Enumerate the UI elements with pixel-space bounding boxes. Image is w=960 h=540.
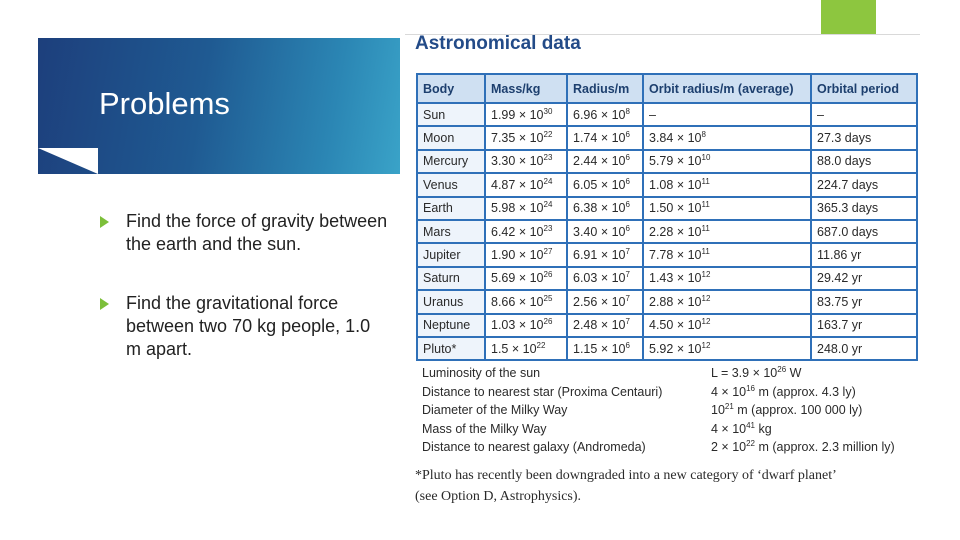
header-mass: Mass/kg xyxy=(486,75,566,102)
cell-mass-exponent: 24 xyxy=(543,200,553,210)
cell-radius: $2.56 \times 10^7$ xyxy=(573,293,630,309)
cell-radius-container xyxy=(568,151,642,172)
cell-orbit-radius-container xyxy=(644,315,810,336)
constant-value-base: L = 3.9 × 10 xyxy=(711,366,778,380)
table-row xyxy=(418,198,916,219)
cell-mass-exponent: 27 xyxy=(543,247,553,257)
cell-radius-mantissa: 2.44 xyxy=(573,154,598,169)
table-row xyxy=(418,221,916,242)
table-row xyxy=(418,104,916,125)
cell-orbit-radius-container xyxy=(644,127,810,148)
constant-row xyxy=(422,383,912,402)
cell-mass: $1.03 \times 10^{26}$ xyxy=(491,317,553,333)
cell-mass: $7.35 \times 10^{22}$ xyxy=(491,130,553,146)
constant-value-exponent: 26 xyxy=(777,365,787,374)
header-orbit-radius: Orbit radius/m (average) xyxy=(644,75,810,102)
cell-orbit-radius-mantissa: 4.50 xyxy=(649,318,674,333)
cell-radius: $6.05 \times 10^6$ xyxy=(573,176,630,192)
cell-orbit-radius: $1.50 \times 10^{11}$ xyxy=(649,200,710,216)
bullet-text: Find the force of gravity between the earth and the sun. xyxy=(126,211,388,254)
cell-radius-container xyxy=(568,198,642,219)
cell-mass-exponent: 23 xyxy=(543,153,553,163)
cell-radius-mantissa: 2.48 xyxy=(573,318,598,333)
table-row xyxy=(418,127,916,148)
table-row xyxy=(418,151,916,172)
footnote: *Pluto has recently been downgraded into a new category of ‘dwarf planet’ (see Option D, Astrophysics). xyxy=(415,468,836,504)
cell-mass-mantissa: 3.30 xyxy=(491,154,516,169)
cell-radius-container xyxy=(568,174,642,195)
cell-orbit-radius: $2.88 \times 10^{12}$ xyxy=(649,293,711,309)
cell-radius: $3.40 \times 10^6$ xyxy=(573,223,630,239)
constant-row xyxy=(422,401,912,420)
cell-radius-container xyxy=(568,338,642,359)
cell-mass-mantissa: 1.99 xyxy=(491,107,516,122)
cell-mass-exponent: 30 xyxy=(543,106,553,116)
cell-mass-mantissa: 4.87 xyxy=(491,177,516,192)
constant-row xyxy=(422,364,912,383)
cell-mass-mantissa: 5.98 xyxy=(491,201,516,216)
table-row xyxy=(418,338,916,359)
cell-mass: $4.87 \times 10^{24}$ xyxy=(491,176,553,192)
cell-mass-container xyxy=(486,315,566,336)
astronomical-data-table xyxy=(416,73,918,361)
cell-mass-mantissa: 7.35 xyxy=(491,131,516,146)
cell-orbit-radius-exponent: 8 xyxy=(701,130,706,140)
cell-radius-exponent: 6 xyxy=(625,153,630,163)
cell-orbital-period: 687.0 days xyxy=(812,221,916,242)
cell-radius: $6.03 \times 10^7$ xyxy=(573,270,630,286)
cell-mass: $5.98 \times 10^{24}$ xyxy=(491,200,553,216)
cell-mass-container xyxy=(486,198,566,219)
cell-radius-exponent: 6 xyxy=(625,176,630,186)
cell-radius: $6.38 \times 10^6$ xyxy=(573,200,630,216)
cell-orbit-radius-container xyxy=(644,174,810,195)
cell-mass-exponent: 22 xyxy=(536,340,546,350)
cell-orbit-radius-exponent: 11 xyxy=(701,223,710,233)
cell-mass: $8.66 \times 10^{25}$ xyxy=(491,293,553,309)
cell-body: Moon xyxy=(418,127,484,148)
cell-body: Jupiter xyxy=(418,244,484,265)
cell-orbital-period: 248.0 yr xyxy=(812,338,916,359)
bullet-arrow-icon xyxy=(100,216,109,228)
cell-orbital-period: 11.86 yr xyxy=(812,244,916,265)
bullet-arrow-icon xyxy=(100,298,109,310)
cell-mass-exponent: 26 xyxy=(543,270,553,280)
cell-radius-exponent: 6 xyxy=(625,223,630,233)
cell-orbit-radius-mantissa: 1.50 xyxy=(649,201,674,216)
cell-mass-mantissa: 1.90 xyxy=(491,248,516,263)
cell-mass-exponent: 23 xyxy=(543,223,553,233)
cell-radius-exponent: 7 xyxy=(625,270,630,280)
cell-mass-mantissa: 1.5 xyxy=(491,341,509,356)
cell-mass-exponent: 26 xyxy=(543,317,553,327)
constant-value-exponent: 41 xyxy=(746,420,756,430)
cell-radius-container xyxy=(568,291,642,312)
cell-orbit-radius-mantissa: 7.78 xyxy=(649,248,674,263)
constant-value-unit: kg xyxy=(755,421,772,436)
cell-orbit-radius-container xyxy=(644,338,810,359)
cell-mass: $1.90 \times 10^{27}$ xyxy=(491,247,553,263)
cell-mass-mantissa: 1.03 xyxy=(491,318,516,333)
cell-orbital-period: 163.7 yr xyxy=(812,315,916,336)
cell-body: Saturn xyxy=(418,268,484,289)
constants-list xyxy=(422,364,912,457)
cell-mass-container xyxy=(486,221,566,242)
table-row xyxy=(418,244,916,265)
cell-mass-container xyxy=(486,338,566,359)
cell-orbital-period: 365.3 days xyxy=(812,198,916,219)
constant-label: Luminosity of the sun xyxy=(422,366,541,380)
cell-radius-exponent: 7 xyxy=(625,317,630,327)
bullet-item xyxy=(100,292,390,361)
cell-radius-mantissa: 6.91 xyxy=(573,248,598,263)
cell-orbital-period: 224.7 days xyxy=(812,174,916,195)
cell-radius-mantissa: 6.05 xyxy=(573,177,598,192)
cell-orbit-radius-container xyxy=(644,198,810,219)
cell-mass-container xyxy=(486,174,566,195)
cell-mass-mantissa: 5.69 xyxy=(491,271,516,286)
cell-mass-exponent: 25 xyxy=(543,293,553,303)
header-orbital-period: Orbital period xyxy=(812,75,916,102)
cell-orbit-radius-mantissa: 3.84 xyxy=(649,131,674,146)
constant-value-unit: W xyxy=(786,366,802,380)
constant-value-unit: m (approx. 2.3 million ly) xyxy=(755,440,895,454)
constant-label: Distance to nearest star (Proxima Centauri) xyxy=(422,384,663,399)
cell-orbit-radius-exponent: 12 xyxy=(701,293,711,303)
cell-mass-container xyxy=(486,291,566,312)
cell-radius-exponent: 7 xyxy=(625,247,630,257)
cell-body: Sun xyxy=(418,104,484,125)
cell-orbit-radius: $3.84 \times 10^8$ xyxy=(649,130,706,146)
constant-value-exponent: 16 xyxy=(746,383,756,393)
cell-orbit-radius: $7.78 \times 10^{11}$ xyxy=(649,247,710,263)
cell-radius-container xyxy=(568,127,642,148)
constant-value-base: 4 × 10 xyxy=(711,421,747,436)
constant-value-base: 4 × 10 xyxy=(711,384,747,399)
table-header-row xyxy=(418,75,916,102)
cell-mass-exponent: 22 xyxy=(543,130,553,140)
cell-body: Neptune xyxy=(418,315,484,336)
bullet-text: Find the gravitational force between two 70 kg people, 1.0 m apart. xyxy=(126,293,371,359)
cell-orbital-period: 88.0 days xyxy=(812,151,916,172)
cell-radius-container xyxy=(568,221,642,242)
cell-radius-exponent: 8 xyxy=(625,106,630,116)
cell-radius-mantissa: 6.96 xyxy=(573,107,598,122)
cell-orbit-radius-mantissa: 2.88 xyxy=(649,294,674,309)
accent-block xyxy=(821,0,876,34)
cell-body: Uranus xyxy=(418,291,484,312)
constant-label: Diameter of the Milky Way xyxy=(422,403,568,417)
cell-orbit-radius: $5.92 \times 10^{12}$ xyxy=(649,340,711,356)
cell-radius-mantissa: 6.38 xyxy=(573,201,598,216)
constant-value-base: 2 × 10 xyxy=(711,440,747,454)
table-row xyxy=(418,268,916,289)
cell-orbital-period: – xyxy=(812,104,916,125)
cell-radius-container xyxy=(568,244,642,265)
cell-orbit-radius-container xyxy=(644,291,810,312)
cell-mass-container xyxy=(486,268,566,289)
table-row xyxy=(418,315,916,336)
cell-orbit-radius-exponent: 10 xyxy=(701,153,711,163)
cell-orbit-radius-container xyxy=(644,244,810,265)
cell-orbit-radius-exponent: 12 xyxy=(701,317,711,327)
cell-orbit-radius-exponent: 12 xyxy=(701,340,711,350)
cell-radius: $2.44 \times 10^6$ xyxy=(573,153,630,169)
cell-radius: $1.15 \times 10^6$ xyxy=(573,340,630,356)
cell-body: Mars xyxy=(418,221,484,242)
cell-radius-container xyxy=(568,104,642,125)
cell-body: Venus xyxy=(418,174,484,195)
cell-radius-exponent: 6 xyxy=(625,340,630,350)
cell-body: Earth xyxy=(418,198,484,219)
cell-radius: $2.48 \times 10^7$ xyxy=(573,317,630,333)
cell-radius-mantissa: 3.40 xyxy=(573,224,598,239)
cell-orbit-radius-mantissa: 5.92 xyxy=(649,341,674,356)
constant-value xyxy=(711,422,772,436)
constant-value xyxy=(711,366,801,380)
cell-mass-mantissa: 8.66 xyxy=(491,294,516,309)
cell-orbit-radius-container xyxy=(644,104,810,125)
cell-radius-mantissa: 1.15 xyxy=(573,341,598,356)
constant-label: Distance to nearest galaxy (Andromeda) xyxy=(422,440,646,454)
constant-value xyxy=(711,440,895,454)
constant-value-base: 10 xyxy=(711,403,725,417)
cell-orbit-radius-exponent: 11 xyxy=(701,200,710,210)
cell-radius-mantissa: 1.74 xyxy=(573,131,598,146)
cell-orbit-radius-exponent: 12 xyxy=(701,270,711,280)
cell-mass-exponent: 24 xyxy=(543,176,553,186)
cell-body: Mercury xyxy=(418,151,484,172)
cell-radius: $6.91 \times 10^7$ xyxy=(573,247,630,263)
banner-fold xyxy=(38,148,98,174)
cell-orbit-radius-exponent: 11 xyxy=(701,176,710,186)
cell-orbit-radius-mantissa: 2.28 xyxy=(649,224,674,239)
cell-orbit-radius-mantissa: 5.79 xyxy=(649,154,674,169)
constant-label: Mass of the Milky Way xyxy=(422,421,547,436)
cell-orbit-radius: – xyxy=(649,107,656,122)
cell-orbit-radius-container xyxy=(644,151,810,172)
cell-radius-exponent: 6 xyxy=(625,130,630,140)
cell-orbit-radius-container xyxy=(644,268,810,289)
table-row xyxy=(418,291,916,312)
bullet-list xyxy=(100,210,390,397)
cell-orbit-radius: $1.43 \times 10^{12}$ xyxy=(649,270,711,286)
cell-orbit-radius: $4.50 \times 10^{12}$ xyxy=(649,317,711,333)
bullet-item xyxy=(100,210,390,256)
table-row xyxy=(418,174,916,195)
cell-orbit-radius-mantissa: 1.43 xyxy=(649,271,674,286)
header-body: Body xyxy=(418,75,484,102)
cell-mass-container xyxy=(486,244,566,265)
cell-mass-container xyxy=(486,127,566,148)
cell-mass: $6.42 \times 10^{23}$ xyxy=(491,223,553,239)
constant-value xyxy=(711,385,856,399)
cell-mass-mantissa: 6.42 xyxy=(491,224,516,239)
cell-mass-container xyxy=(486,104,566,125)
slide-title: Problems xyxy=(99,86,230,121)
header-radius: Radius/m xyxy=(568,75,642,102)
table-body xyxy=(418,104,916,359)
cell-orbit-radius-mantissa: 1.08 xyxy=(649,177,674,192)
cell-orbital-period: 27.3 days xyxy=(812,127,916,148)
constant-value-exponent: 21 xyxy=(724,402,734,411)
cell-orbit-radius: $5.79 \times 10^{10}$ xyxy=(649,153,711,169)
cell-radius-exponent: 6 xyxy=(625,200,630,210)
astronomical-data-title: Astronomical data xyxy=(415,33,581,54)
constant-value xyxy=(711,403,862,417)
cell-radius-mantissa: 2.56 xyxy=(573,294,598,309)
cell-radius-mantissa: 6.03 xyxy=(573,271,598,286)
cell-mass: $1.5 \times 10^{22}$ xyxy=(491,340,546,356)
cell-orbit-radius: $2.28 \times 10^{11}$ xyxy=(649,223,710,239)
cell-orbital-period: 83.75 yr xyxy=(812,291,916,312)
cell-mass: $5.69 \times 10^{26}$ xyxy=(491,270,553,286)
constant-value-unit: m (approx. 4.3 ly) xyxy=(755,384,856,399)
constant-value-unit: m (approx. 100 000 ly) xyxy=(733,403,863,417)
cell-orbit-radius: $1.08 \times 10^{11}$ xyxy=(649,176,710,192)
constant-row xyxy=(422,438,912,457)
constant-row xyxy=(422,420,912,439)
cell-orbit-radius-exponent: 11 xyxy=(701,247,710,257)
cell-orbit-radius-container xyxy=(644,221,810,242)
cell-body: Pluto* xyxy=(418,338,484,359)
cell-radius-container xyxy=(568,268,642,289)
constant-value-exponent: 22 xyxy=(746,439,756,448)
cell-radius-exponent: 7 xyxy=(625,293,630,303)
cell-mass: $1.99 \times 10^{30}$ xyxy=(491,106,553,122)
cell-radius-container xyxy=(568,315,642,336)
cell-radius: $1.74 \times 10^6$ xyxy=(573,130,630,146)
cell-mass-container xyxy=(486,151,566,172)
cell-orbital-period: 29.42 yr xyxy=(812,268,916,289)
cell-radius: $6.96 \times 10^8$ xyxy=(573,106,630,122)
cell-mass: $3.30 \times 10^{23}$ xyxy=(491,153,553,169)
